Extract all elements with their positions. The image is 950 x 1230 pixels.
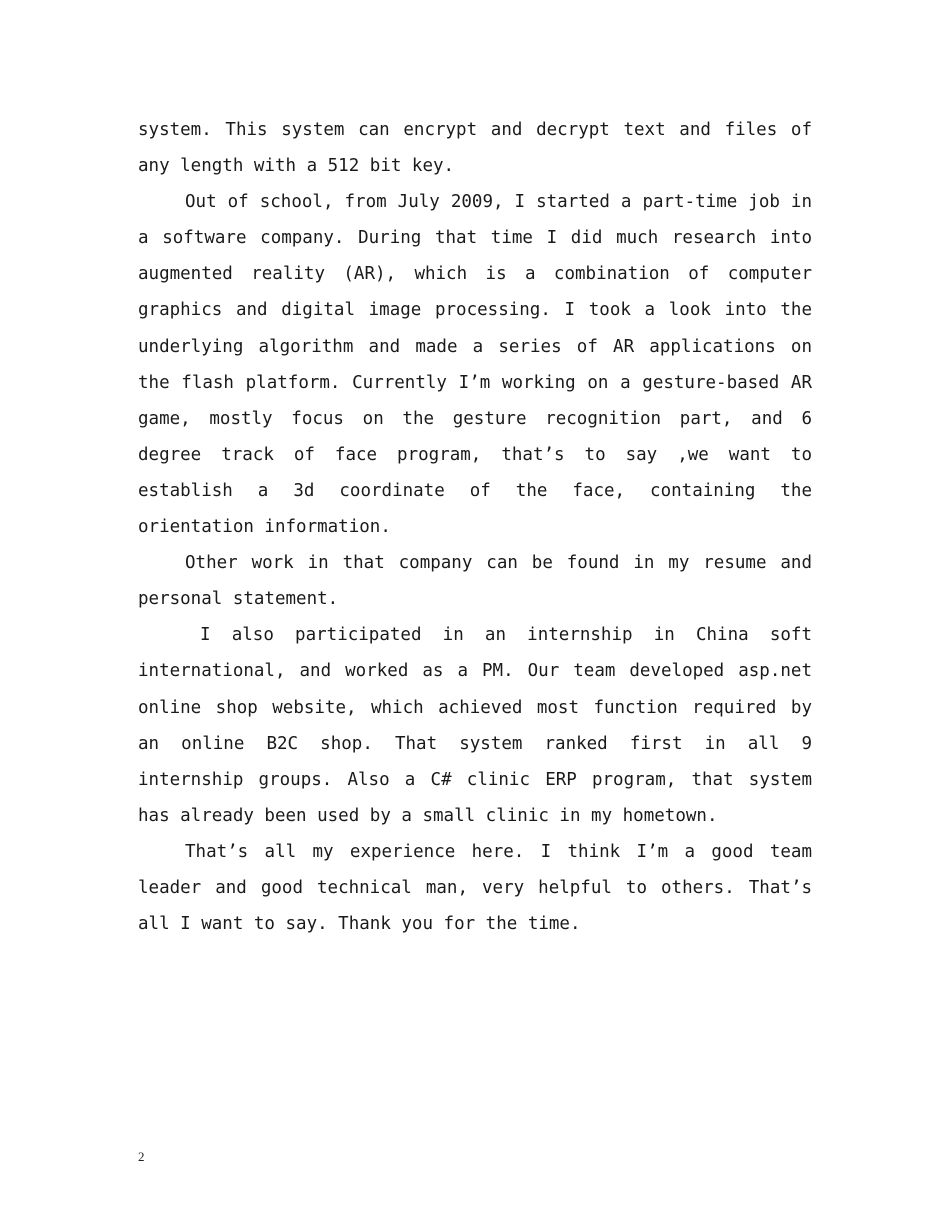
document-body — [138, 112, 812, 942]
paragraph-other-work: Other work in that company can be found in my resume and personal statement. — [138, 553, 812, 610]
paragraph-internship: I also participated in an internship in China soft international, and worked as a PM. Our team developed asp.net online shop website, which achieved most function required by an online B2C shop. That system ranked first in all 9 internship groups. Also a C# clinic ERP program, that system has already been used by a small clinic in my hometown. — [138, 625, 812, 826]
paragraph-software-company-ar: Out of school, from July 2009, I started a part-time job in a software company. During that time I did much research into augmented reality (AR), which is a combination of computer graphics and digital image processing. I took a look into the underlying algorithm and made a series of AR applications on the flash platform. Currently I’m working on a gesture-based AR game, mostly focus on the gesture recognition part, and 6 degree track of face program, that’s to say ,we want to establish a 3d coordinate of the face, containing the orientation information. — [138, 192, 812, 538]
paragraph-closing: That’s all my experience here. I think I’m a good team leader and good technical man, very helpful to others. That’s all I want to say. Thank you for the time. — [138, 841, 812, 935]
page-number: 2 — [138, 1149, 145, 1164]
paragraph-encryption-continued: system. This system can encrypt and decrypt text and files of any length with a 512 bit key. — [138, 120, 812, 177]
